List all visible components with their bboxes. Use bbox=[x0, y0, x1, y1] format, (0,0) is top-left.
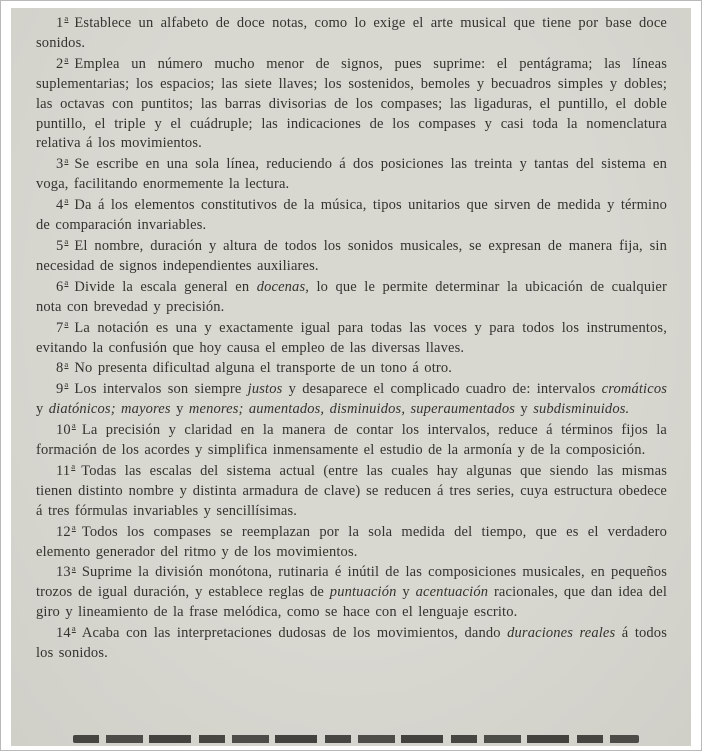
paragraph-item bbox=[36, 55, 667, 155]
text-run: y desaparece el complicado cuadro de: intervalos bbox=[282, 381, 602, 398]
text-run: No presenta dificultad alguna el transporte de un tono á otro. bbox=[74, 360, 453, 377]
text-run: y bbox=[36, 401, 49, 418]
paragraph-item bbox=[36, 196, 667, 236]
ordinal-marker: a bbox=[71, 623, 76, 634]
text-run: menores; aumentados, disminuidos, superaumentados bbox=[188, 401, 516, 418]
ordinal-marker: a bbox=[64, 276, 69, 287]
paragraph-item bbox=[36, 319, 667, 359]
text-run: Todas las escalas del sistema actual (entre las cuales hay algunas que siendo las mismas tienen distinto nombre y distinta armadura de clave) se reducen á tres series, cuya estructura obedece á tres fórmulas invariables y sencillísimas. bbox=[36, 462, 667, 519]
ordinal-marker: a bbox=[71, 461, 76, 472]
paragraph-item bbox=[36, 380, 667, 420]
text-run: , lo que le permite determinar la ubicación de cualquier nota con brevedad y precisión. bbox=[36, 278, 667, 315]
paragraph-item bbox=[36, 278, 667, 318]
item-number: 1$^a$ bbox=[56, 14, 69, 31]
item-number: 11$^a$ bbox=[56, 461, 76, 479]
text-run: Suprime la división monótona, rutinaria é inútil de las composiciones musicales, en pequeños trozos de igual duración, y establece reglas de bbox=[36, 564, 667, 601]
text-run: diatónicos; mayores bbox=[48, 401, 171, 418]
text-run: La precisión y claridad en la manera de contar los intervalos, reduce á términos fijos la formación de los acordes y simplifica inmensamente el estudio de la armonía y de la composición. bbox=[36, 422, 667, 459]
text-run: El nombre, duración y altura de todos los sonidos musicales, se expresan de manera fija, sin necesidad de signos independientes auxiliares. bbox=[36, 237, 667, 274]
item-number: 8$^a$ bbox=[56, 358, 69, 377]
text-run: La notación es una y exactamente igual para todas las voces y para todos los instrumentos, evitando la confusión que hoy causa el empleo de las diversas llaves. bbox=[36, 319, 667, 356]
ordinal-marker: a bbox=[64, 14, 69, 24]
page-text bbox=[36, 14, 667, 732]
ordinal-marker: a bbox=[71, 521, 76, 532]
scanned-page bbox=[11, 8, 691, 746]
ordinal-marker: a bbox=[64, 53, 69, 64]
text-run: Divide la escala general en bbox=[74, 278, 257, 295]
ordinal-marker: a bbox=[64, 358, 69, 369]
paragraph-item bbox=[36, 359, 667, 379]
ordinal-marker: a bbox=[71, 420, 76, 431]
text-run: puntuación bbox=[329, 584, 397, 601]
item-number: 12$^a$ bbox=[56, 521, 76, 540]
item-number: 5$^a$ bbox=[56, 236, 69, 254]
text-run: duraciones reales bbox=[507, 625, 616, 642]
item-number: 13$^a$ bbox=[56, 562, 76, 581]
paragraph-item bbox=[36, 237, 667, 277]
paragraph-item bbox=[36, 421, 667, 461]
text-run: docenas bbox=[256, 278, 306, 295]
paragraph-item bbox=[36, 14, 667, 54]
item-number: 3$^a$ bbox=[56, 154, 69, 173]
text-run: racionales, que dan idea del giro y lineamiento de la frase melódica, como se hace con el lenguaje escrito. bbox=[36, 584, 667, 621]
paragraph-item bbox=[36, 563, 667, 623]
item-number: 2$^a$ bbox=[56, 53, 69, 72]
text-run: y bbox=[396, 584, 416, 601]
text-run: Da á los elementos constitutivos de la música, tipos unitarios que sirven de medida y término de comparación invariables. bbox=[36, 197, 667, 234]
ordinal-marker: a bbox=[64, 236, 69, 247]
ordinal-marker: a bbox=[64, 195, 69, 206]
text-run: Se escribe en una sola línea, reduciendo á dos posiciones las treinta y tantas del sistema en voga, facilitando enormemente la lectura. bbox=[36, 156, 667, 193]
paragraph-item bbox=[36, 462, 667, 522]
item-number: 7$^a$ bbox=[56, 317, 69, 336]
paragraph-item bbox=[36, 523, 667, 563]
text-run: Acaba con las interpretaciones dudosas de los movimientos, dando bbox=[81, 625, 508, 642]
text-run: y bbox=[170, 401, 189, 418]
text-run: justos bbox=[247, 381, 283, 398]
text-run: y bbox=[515, 401, 534, 418]
text-run: subdisminuidos. bbox=[533, 401, 630, 418]
paragraph-item bbox=[36, 155, 667, 195]
text-run: cromáticos bbox=[601, 381, 667, 398]
text-run: acentuación bbox=[415, 584, 489, 601]
ordinal-marker: a bbox=[64, 379, 69, 390]
text-run: Establece un alfabeto de doce notas, como lo exige el arte musical que tiene por base doce sonidos. bbox=[36, 15, 667, 51]
ordinal-marker: a bbox=[64, 154, 69, 165]
item-number: 4$^a$ bbox=[56, 195, 69, 214]
paragraph-item bbox=[36, 624, 667, 664]
item-number: 10$^a$ bbox=[56, 420, 76, 439]
item-number: 6$^a$ bbox=[56, 276, 69, 295]
text-run: Los intervalos son siempre bbox=[74, 381, 248, 398]
item-number: 9$^a$ bbox=[56, 379, 69, 398]
item-number: 14$^a$ bbox=[56, 623, 76, 642]
text-run: Todos los compases se reemplazan por la sola medida del tiempo, que es el verdadero elemento generador del ritmo y de los movimientos. bbox=[36, 523, 667, 560]
text-run: á todos los sonidos. bbox=[36, 625, 667, 662]
ordinal-marker: a bbox=[71, 562, 76, 573]
text-run: Emplea un número mucho menor de signos, pues suprime: el pentágrama; las líneas suplementarias; los espacios; las siete llaves; los sostenidos, bemoles y becuadros simples y dobles; las octavas con puntitos; las barras divisorias de los compases; las ligaduras, el puntillo, el doble puntillo, el triple y el cuádruple; las indicaciones de los compases y casi toda la nomenclatura relativa á los movimientos. bbox=[36, 55, 667, 152]
cropped-text-line-artifact bbox=[73, 735, 639, 743]
ordinal-marker: a bbox=[64, 317, 69, 328]
